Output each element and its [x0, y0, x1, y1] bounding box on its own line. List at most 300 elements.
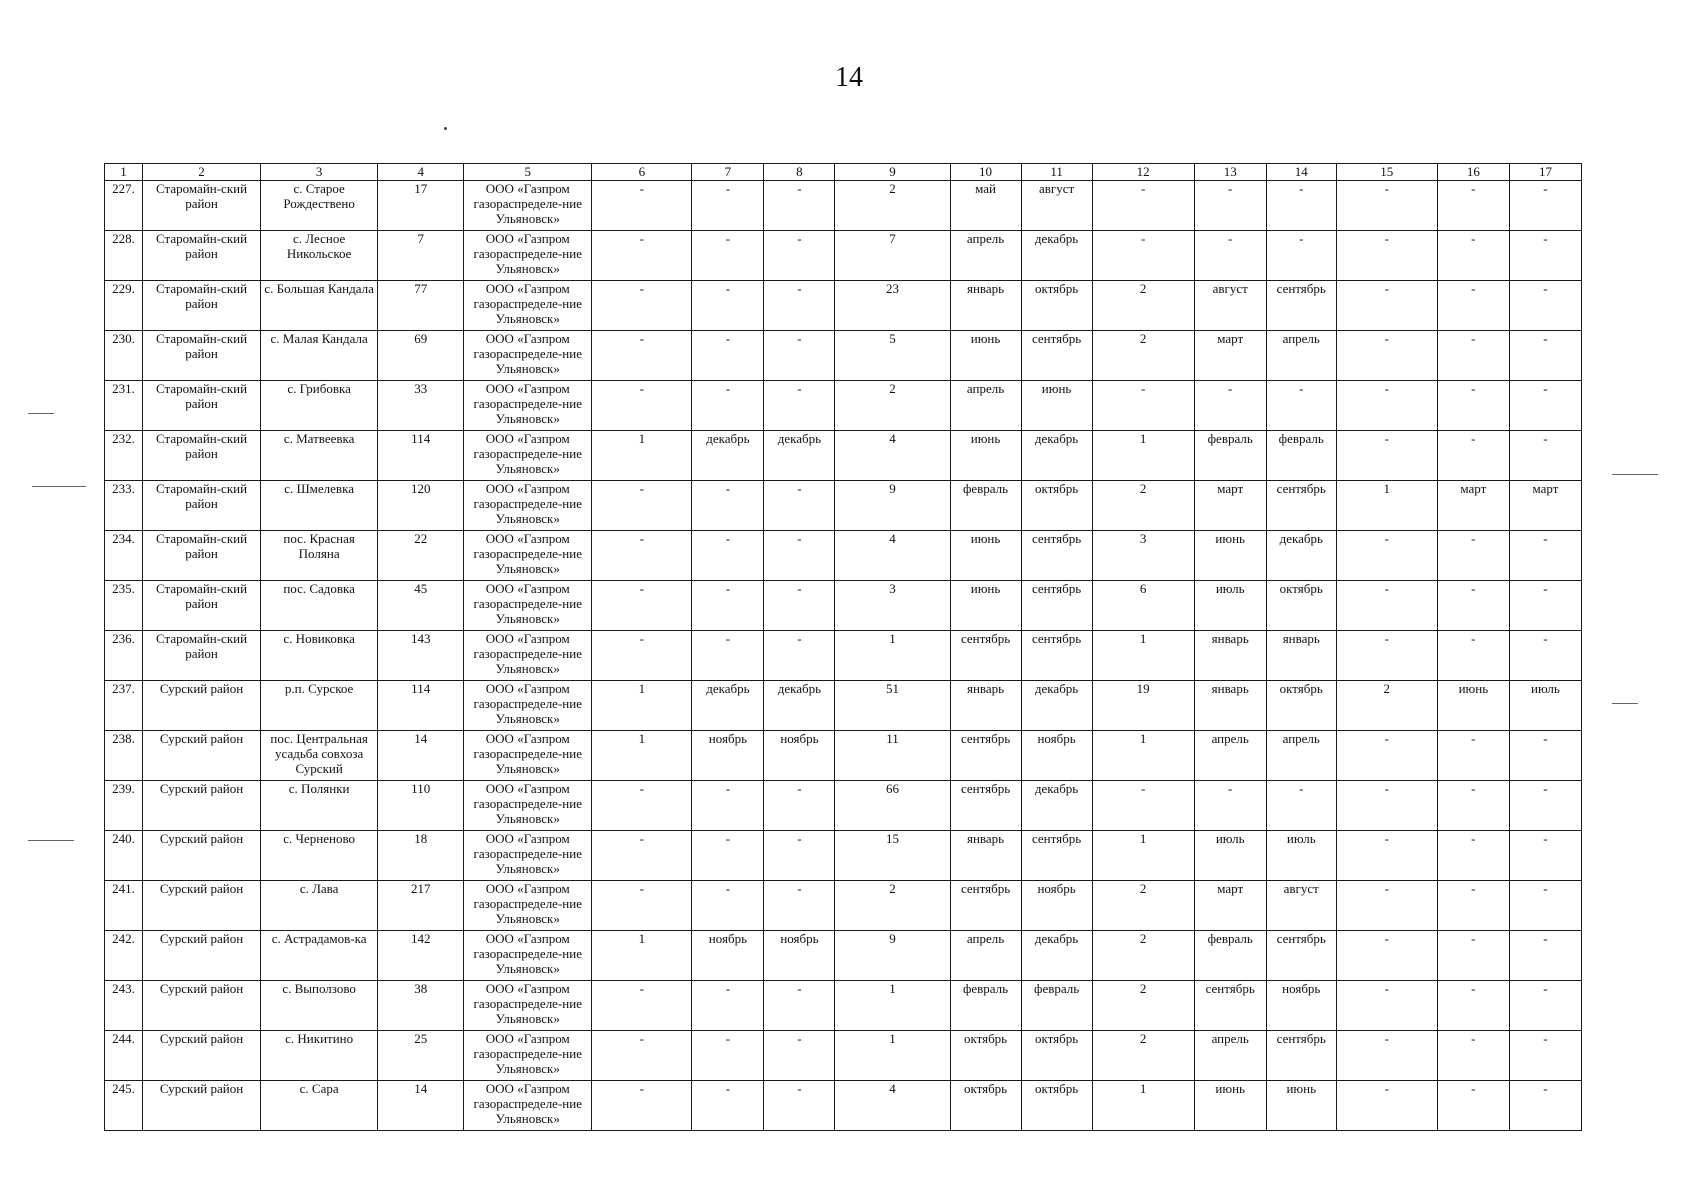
table-cell: - — [1336, 231, 1437, 281]
table-cell: 110 — [378, 781, 464, 831]
table-cell: апрель — [1266, 331, 1336, 381]
table-row — [105, 831, 1582, 881]
table-cell: - — [1336, 581, 1437, 631]
table-cell: декабрь — [1266, 531, 1336, 581]
table-cell: июнь — [950, 431, 1021, 481]
column-header: 5 — [464, 164, 592, 181]
table-cell: с. Матвеевка — [261, 431, 378, 481]
table-cell: - — [1437, 331, 1509, 381]
table-cell: - — [592, 1031, 692, 1081]
table-cell: - — [592, 381, 692, 431]
table-cell: 2 — [1092, 331, 1194, 381]
table-cell: сентябрь — [1021, 581, 1092, 631]
table-cell: 22 — [378, 531, 464, 581]
scan-mark — [32, 486, 86, 487]
column-header: 13 — [1194, 164, 1266, 181]
table-cell: - — [692, 531, 764, 581]
table-cell: 2 — [835, 381, 950, 431]
table-cell: с. Большая Кандала — [261, 281, 378, 331]
table-cell: - — [1336, 631, 1437, 681]
table-cell: 6 — [1092, 581, 1194, 631]
table-cell: - — [1336, 1081, 1437, 1131]
table-cell: Старомайн-ский район — [143, 581, 261, 631]
table-cell: март — [1194, 331, 1266, 381]
table-cell: март — [1509, 481, 1581, 531]
table-cell: январь — [950, 681, 1021, 731]
table-cell: 7 — [378, 231, 464, 281]
table-cell: ООО «Газпром газораспределе-ние Ульяновск» — [464, 881, 592, 931]
column-header: 15 — [1336, 164, 1437, 181]
table-cell: апрель — [950, 381, 1021, 431]
table-cell: - — [692, 881, 764, 931]
table-cell: июль — [1194, 831, 1266, 881]
table-cell: 114 — [378, 431, 464, 481]
table-row — [105, 631, 1582, 681]
table-cell: 9 — [835, 931, 950, 981]
table-cell: - — [1336, 531, 1437, 581]
table-cell: 25 — [378, 1031, 464, 1081]
table-cell: - — [1437, 281, 1509, 331]
row-number-cell: 244. — [105, 1031, 143, 1081]
table-cell: октябрь — [1021, 481, 1092, 531]
table-cell: 4 — [835, 431, 950, 481]
table-cell: декабрь — [1021, 931, 1092, 981]
table-cell: сентябрь — [1194, 981, 1266, 1031]
table-cell: - — [692, 331, 764, 381]
scan-speck — [444, 127, 447, 130]
column-header: 3 — [261, 164, 378, 181]
table-cell: - — [764, 1081, 835, 1131]
row-number-cell: 241. — [105, 881, 143, 931]
table-cell: ООО «Газпром газораспределе-ние Ульяновск» — [464, 181, 592, 231]
table-cell: - — [764, 881, 835, 931]
table-cell: Старомайн-ский район — [143, 431, 261, 481]
table-cell: - — [1194, 231, 1266, 281]
table-cell: 4 — [835, 1081, 950, 1131]
table-cell: 142 — [378, 931, 464, 981]
table-cell: - — [592, 781, 692, 831]
table-cell: июнь — [1437, 681, 1509, 731]
table-cell: - — [1509, 981, 1581, 1031]
table-cell: август — [1021, 181, 1092, 231]
table-cell: ООО «Газпром газораспределе-ние Ульяновск» — [464, 231, 592, 281]
table-row — [105, 481, 1582, 531]
table-cell: - — [1336, 281, 1437, 331]
table-cell: ООО «Газпром газораспределе-ние Ульяновск» — [464, 631, 592, 681]
table-cell: апрель — [1266, 731, 1336, 781]
column-header: 7 — [692, 164, 764, 181]
table-cell: с. Лава — [261, 881, 378, 931]
column-header: 14 — [1266, 164, 1336, 181]
table-cell: 2 — [1092, 881, 1194, 931]
table-cell: 1 — [1092, 831, 1194, 881]
row-number-cell: 236. — [105, 631, 143, 681]
table-cell: - — [592, 531, 692, 581]
table-cell: - — [1509, 731, 1581, 781]
table-cell: пос. Красная Поляна — [261, 531, 378, 581]
table-cell: ноябрь — [1021, 731, 1092, 781]
table-cell: - — [1092, 231, 1194, 281]
table-cell: - — [592, 631, 692, 681]
table-cell: ноябрь — [1021, 881, 1092, 931]
table-cell: - — [1509, 931, 1581, 981]
table-cell: 217 — [378, 881, 464, 931]
table-cell: с. Никитино — [261, 1031, 378, 1081]
table-cell: - — [764, 481, 835, 531]
table-body — [105, 181, 1582, 1131]
table-cell: апрель — [1194, 731, 1266, 781]
table-cell: 38 — [378, 981, 464, 1031]
table-cell: апрель — [1194, 1031, 1266, 1081]
table-cell: декабрь — [1021, 431, 1092, 481]
table-cell: 114 — [378, 681, 464, 731]
table-cell: - — [1437, 731, 1509, 781]
table-cell: - — [1509, 881, 1581, 931]
table-cell: - — [1437, 1081, 1509, 1131]
table-cell: сентябрь — [1266, 931, 1336, 981]
table-cell: 33 — [378, 381, 464, 431]
table-cell: сентябрь — [1266, 1031, 1336, 1081]
table-cell: - — [1336, 831, 1437, 881]
row-number-cell: 230. — [105, 331, 143, 381]
table-cell: - — [1437, 881, 1509, 931]
column-header: 12 — [1092, 164, 1194, 181]
column-header: 8 — [764, 164, 835, 181]
table-cell: сентябрь — [1266, 481, 1336, 531]
table-cell: - — [1509, 581, 1581, 631]
table-cell: июнь — [1194, 1081, 1266, 1131]
table-cell: с. Черненово — [261, 831, 378, 881]
table-cell: октябрь — [950, 1081, 1021, 1131]
table-cell: - — [1509, 431, 1581, 481]
table-cell: 1 — [1336, 481, 1437, 531]
table-cell: - — [1509, 781, 1581, 831]
table-cell: - — [1437, 231, 1509, 281]
table-cell: февраль — [1194, 431, 1266, 481]
table-cell: январь — [1266, 631, 1336, 681]
table-cell: 69 — [378, 331, 464, 381]
table-cell: февраль — [950, 981, 1021, 1031]
table-row — [105, 431, 1582, 481]
table-cell: 1 — [835, 631, 950, 681]
table-cell: январь — [950, 281, 1021, 331]
table-cell: Сурский район — [143, 731, 261, 781]
table-cell: - — [764, 781, 835, 831]
table-cell: - — [592, 231, 692, 281]
table-cell: с. Малая Кандала — [261, 331, 378, 381]
table-cell: - — [764, 831, 835, 881]
table-cell: Старомайн-ский район — [143, 281, 261, 331]
table-cell: - — [1336, 931, 1437, 981]
table-cell: - — [692, 381, 764, 431]
table-cell: с. Грибовка — [261, 381, 378, 431]
table-cell: - — [1194, 381, 1266, 431]
table-cell: март — [1194, 881, 1266, 931]
table-cell: декабрь — [1021, 681, 1092, 731]
table-row — [105, 281, 1582, 331]
row-number-cell: 242. — [105, 931, 143, 981]
row-number-cell: 245. — [105, 1081, 143, 1131]
header-row — [105, 164, 1582, 181]
table-cell: 1 — [1092, 431, 1194, 481]
table-cell: - — [1092, 781, 1194, 831]
table-cell: 1 — [835, 1031, 950, 1081]
table-cell: сентябрь — [1021, 831, 1092, 881]
table-cell: - — [1437, 981, 1509, 1031]
table-cell: - — [1509, 1081, 1581, 1131]
table-cell: с. Лесное Никольское — [261, 231, 378, 281]
table-cell: - — [592, 481, 692, 531]
table-cell: 1 — [592, 731, 692, 781]
table-cell: - — [1336, 1031, 1437, 1081]
table-cell: 2 — [1092, 981, 1194, 1031]
table-cell: Сурский район — [143, 881, 261, 931]
scan-mark — [1612, 703, 1638, 704]
data-table — [104, 163, 1582, 1131]
column-header: 17 — [1509, 164, 1581, 181]
table-cell: 11 — [835, 731, 950, 781]
table-cell: - — [1437, 1031, 1509, 1081]
table-cell: с. Выползово — [261, 981, 378, 1031]
table-row — [105, 231, 1582, 281]
table-cell: - — [764, 281, 835, 331]
table-cell: август — [1266, 881, 1336, 931]
row-number-cell: 234. — [105, 531, 143, 581]
table-cell: сентябрь — [950, 781, 1021, 831]
table-cell: Сурский район — [143, 1081, 261, 1131]
scan-mark — [1612, 474, 1658, 475]
table-cell: ООО «Газпром газораспределе-ние Ульяновск» — [464, 731, 592, 781]
column-header: 9 — [835, 164, 950, 181]
table-cell: - — [1266, 231, 1336, 281]
table-cell: с. Старое Рождествено — [261, 181, 378, 231]
table-cell: - — [1437, 181, 1509, 231]
table-cell: 45 — [378, 581, 464, 631]
table-cell: июль — [1194, 581, 1266, 631]
table-cell: январь — [1194, 681, 1266, 731]
table-cell: - — [764, 581, 835, 631]
table-cell: 23 — [835, 281, 950, 331]
table-cell: 14 — [378, 731, 464, 781]
table-cell: февраль — [1266, 431, 1336, 481]
row-number-cell: 243. — [105, 981, 143, 1031]
table-cell: Старомайн-ский район — [143, 331, 261, 381]
table-cell: 2 — [835, 181, 950, 231]
row-number-cell: 228. — [105, 231, 143, 281]
table-row — [105, 181, 1582, 231]
table-cell: 66 — [835, 781, 950, 831]
table-cell: ООО «Газпром газораспределе-ние Ульяновск» — [464, 1031, 592, 1081]
table-cell: 4 — [835, 531, 950, 581]
table-cell: - — [692, 481, 764, 531]
table-cell: сентябрь — [1021, 531, 1092, 581]
table-cell: - — [1437, 631, 1509, 681]
table-cell: 51 — [835, 681, 950, 731]
table-cell: - — [1509, 1031, 1581, 1081]
column-header: 6 — [592, 164, 692, 181]
table-cell: - — [1336, 781, 1437, 831]
table-cell: октябрь — [1021, 1081, 1092, 1131]
table-cell: декабрь — [1021, 781, 1092, 831]
table-cell: с. Астрадамов-ка — [261, 931, 378, 981]
table-cell: сентябрь — [950, 631, 1021, 681]
table-cell: - — [692, 231, 764, 281]
table-cell: ООО «Газпром газораспределе-ние Ульяновск» — [464, 681, 592, 731]
table-cell: - — [1336, 431, 1437, 481]
table-cell: - — [1437, 581, 1509, 631]
table-cell: - — [692, 631, 764, 681]
table-cell: 5 — [835, 331, 950, 381]
table-cell: Сурский район — [143, 931, 261, 981]
table-cell: - — [1509, 531, 1581, 581]
table-cell: - — [1336, 981, 1437, 1031]
table-cell: пос. Центральная усадьба совхоза Сурский — [261, 731, 378, 781]
table-cell: - — [764, 181, 835, 231]
table-row — [105, 1081, 1582, 1131]
table-cell: март — [1437, 481, 1509, 531]
table-cell: октябрь — [1266, 581, 1336, 631]
table-cell: ноябрь — [764, 731, 835, 781]
table-cell: 7 — [835, 231, 950, 281]
table-cell: - — [1509, 181, 1581, 231]
column-header: 11 — [1021, 164, 1092, 181]
table-cell: октябрь — [1266, 681, 1336, 731]
scan-mark — [28, 413, 54, 414]
table-cell: 1 — [835, 981, 950, 1031]
table-cell: апрель — [950, 231, 1021, 281]
table-cell: февраль — [1194, 931, 1266, 981]
table-cell: 14 — [378, 1081, 464, 1131]
table-cell: - — [1509, 381, 1581, 431]
table-cell: июль — [1266, 831, 1336, 881]
table-cell: февраль — [950, 481, 1021, 531]
table-cell: - — [1336, 181, 1437, 231]
table-row — [105, 931, 1582, 981]
table-cell: март — [1194, 481, 1266, 531]
table-cell: май — [950, 181, 1021, 231]
table-row — [105, 731, 1582, 781]
table-cell: 15 — [835, 831, 950, 881]
table-cell: с. Полянки — [261, 781, 378, 831]
table-cell: ООО «Газпром газораспределе-ние Ульяновск» — [464, 481, 592, 531]
table-cell: 2 — [1336, 681, 1437, 731]
table-cell: 19 — [1092, 681, 1194, 731]
row-number-cell: 233. — [105, 481, 143, 531]
column-header: 2 — [143, 164, 261, 181]
table-cell: декабрь — [692, 681, 764, 731]
table-cell: ООО «Газпром газораспределе-ние Ульяновск» — [464, 1081, 592, 1131]
table-cell: Старомайн-ский район — [143, 181, 261, 231]
table-row — [105, 881, 1582, 931]
table-row — [105, 581, 1582, 631]
column-header: 4 — [378, 164, 464, 181]
table-cell: Сурский район — [143, 681, 261, 731]
row-number-cell: 240. — [105, 831, 143, 881]
table-cell: январь — [950, 831, 1021, 881]
column-header: 16 — [1437, 164, 1509, 181]
table-cell: 2 — [1092, 1031, 1194, 1081]
table-cell: - — [1194, 181, 1266, 231]
table-cell: июнь — [950, 581, 1021, 631]
table-cell: ООО «Газпром газораспределе-ние Ульяновск» — [464, 381, 592, 431]
table-cell: - — [1266, 381, 1336, 431]
table-cell: 3 — [835, 581, 950, 631]
row-number-cell: 238. — [105, 731, 143, 781]
table-cell: - — [1437, 781, 1509, 831]
table-cell: ООО «Газпром газораспределе-ние Ульяновск» — [464, 331, 592, 381]
table-cell: - — [764, 631, 835, 681]
table-cell: ООО «Газпром газораспределе-ние Ульяновск» — [464, 781, 592, 831]
table-cell: июнь — [1266, 1081, 1336, 1131]
table-cell: июнь — [1194, 531, 1266, 581]
row-number-cell: 229. — [105, 281, 143, 331]
table-cell: - — [1437, 931, 1509, 981]
table-cell: - — [592, 281, 692, 331]
table-row — [105, 531, 1582, 581]
table-cell: - — [1194, 781, 1266, 831]
table-cell: с. Новиковка — [261, 631, 378, 681]
table-cell: - — [692, 181, 764, 231]
table-cell: - — [764, 231, 835, 281]
table-row — [105, 331, 1582, 381]
table-cell: - — [1437, 381, 1509, 431]
table-cell: Старомайн-ский район — [143, 481, 261, 531]
table-cell: - — [764, 531, 835, 581]
table-cell: - — [592, 831, 692, 881]
table-cell: - — [764, 981, 835, 1031]
table-cell: - — [1336, 381, 1437, 431]
table-cell: 2 — [835, 881, 950, 931]
table-cell: октябрь — [1021, 1031, 1092, 1081]
table-cell: - — [1437, 531, 1509, 581]
table-cell: декабрь — [764, 431, 835, 481]
table-cell: пос. Садовка — [261, 581, 378, 631]
table-cell: ООО «Газпром газораспределе-ние Ульяновск» — [464, 281, 592, 331]
table-cell: декабрь — [1021, 231, 1092, 281]
table-cell: октябрь — [1021, 281, 1092, 331]
table-cell: - — [592, 881, 692, 931]
table-cell: июнь — [950, 531, 1021, 581]
table-cell: - — [1509, 631, 1581, 681]
row-number-cell: 239. — [105, 781, 143, 831]
table-cell: декабрь — [764, 681, 835, 731]
table-cell: 1 — [1092, 731, 1194, 781]
table-cell: Сурский район — [143, 981, 261, 1031]
table-cell: - — [592, 981, 692, 1031]
table-cell: - — [1437, 431, 1509, 481]
table-cell: - — [1509, 281, 1581, 331]
table-cell: ноябрь — [692, 931, 764, 981]
table-row — [105, 781, 1582, 831]
table-cell: 1 — [1092, 631, 1194, 681]
row-number-cell: 231. — [105, 381, 143, 431]
row-number-cell: 237. — [105, 681, 143, 731]
table-cell: сентябрь — [1021, 631, 1092, 681]
table-cell: 143 — [378, 631, 464, 681]
table-cell: июль — [1509, 681, 1581, 731]
table-cell: ООО «Газпром газораспределе-ние Ульяновск» — [464, 831, 592, 881]
table-cell: ООО «Газпром газораспределе-ние Ульяновск» — [464, 431, 592, 481]
table-cell: - — [692, 1031, 764, 1081]
page-number: 14 — [835, 62, 863, 93]
column-header: 10 — [950, 164, 1021, 181]
table-cell: Сурский район — [143, 1031, 261, 1081]
table-cell: 2 — [1092, 281, 1194, 331]
table-cell: - — [692, 831, 764, 881]
table-cell: 1 — [592, 681, 692, 731]
table-cell: 2 — [1092, 481, 1194, 531]
table-cell: Сурский район — [143, 781, 261, 831]
